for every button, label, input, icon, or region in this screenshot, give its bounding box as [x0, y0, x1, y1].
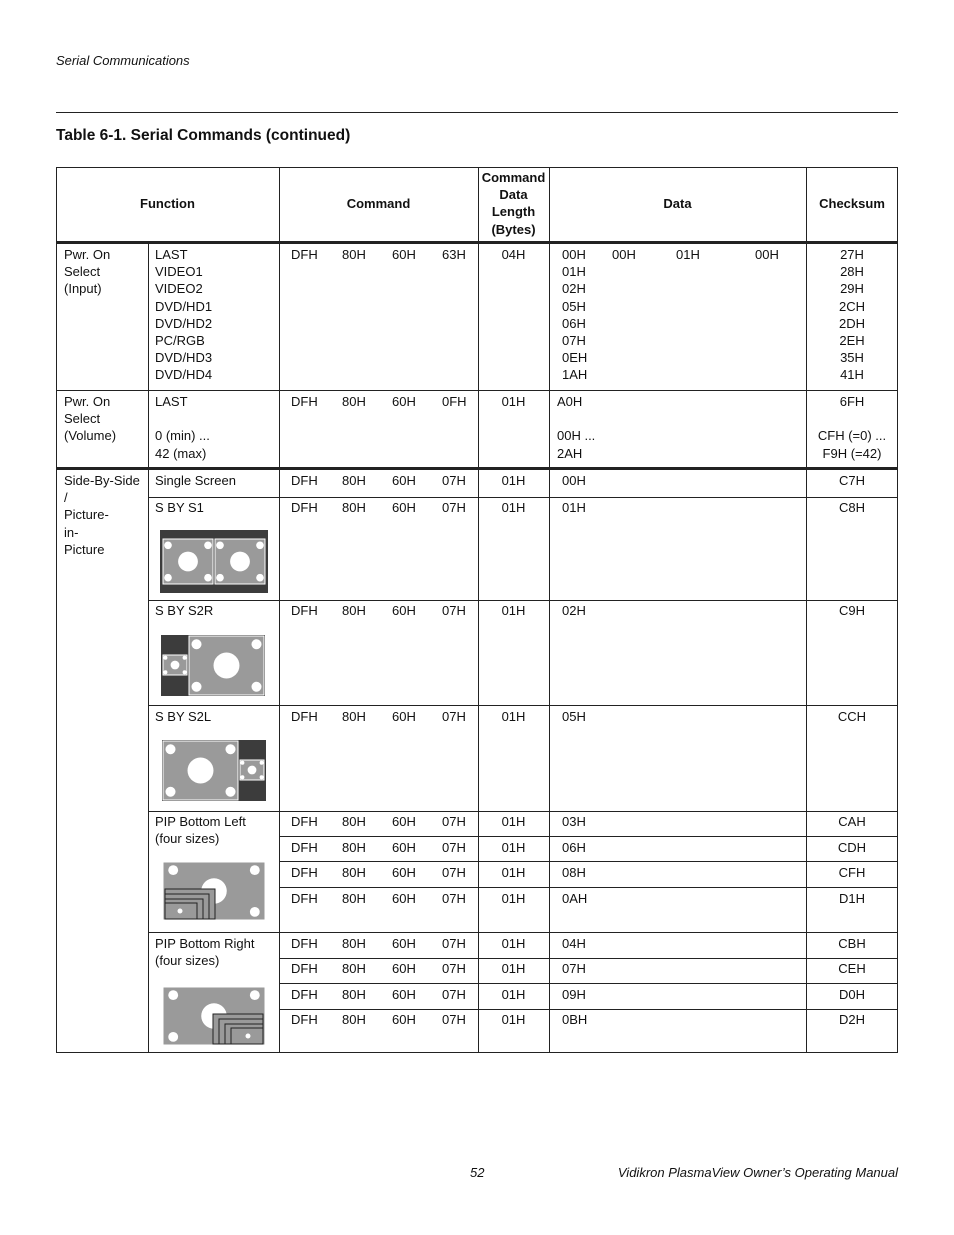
- command-byte: 07H: [442, 473, 466, 488]
- option-label: VIDEO1: [155, 264, 203, 280]
- checksum-value: D1H: [838, 891, 865, 906]
- checksum-value: CCH: [837, 709, 867, 724]
- data-value: 2AH: [557, 445, 583, 461]
- header-bottom-border: [56, 241, 898, 244]
- command-byte: 60H: [392, 891, 416, 906]
- length-value: 01H: [501, 840, 526, 855]
- checksum-value: 2CH: [838, 298, 865, 314]
- data-value: 05H: [562, 709, 586, 724]
- row-border: [148, 705, 898, 706]
- option-label: LAST: [155, 247, 188, 262]
- data-value: 09H: [562, 987, 586, 1002]
- data-value: 01H: [562, 500, 586, 515]
- command-byte: 07H: [442, 961, 466, 976]
- option-label: DVD/HD3: [155, 350, 213, 366]
- table-bottom-border: [56, 1052, 898, 1053]
- command-byte: 07H: [442, 814, 466, 829]
- option-label: S BY S2R: [155, 603, 214, 618]
- command-byte: DFH: [291, 603, 318, 618]
- command-byte: DFH: [291, 961, 318, 976]
- checksum-value: 2DH: [838, 315, 865, 331]
- length-value: 01H: [501, 603, 526, 618]
- option-label: 42 (max): [155, 445, 207, 461]
- length-value: 01H: [501, 394, 526, 409]
- data-value: 1AH: [562, 367, 588, 383]
- function-label: Select: [64, 411, 101, 427]
- checksum-value: 41H: [840, 367, 864, 383]
- function-label: Picture: [64, 541, 105, 557]
- page-number: 52: [470, 1165, 485, 1180]
- command-byte: 60H: [392, 473, 416, 488]
- pip-bottom-left-icon: [162, 861, 266, 921]
- command-byte: DFH: [291, 987, 318, 1002]
- table-top-border: [56, 167, 898, 168]
- header-rule: [56, 112, 898, 113]
- command-byte: DFH: [291, 709, 318, 724]
- command-byte: 60H: [392, 394, 416, 409]
- table-title: Table 6-1. Serial Commands (continued): [56, 127, 351, 144]
- header-function: Function: [140, 196, 195, 211]
- length-value: 01H: [501, 709, 526, 724]
- data-value: 03H: [562, 814, 586, 829]
- length-value: 01H: [501, 891, 526, 906]
- command-byte: DFH: [291, 814, 318, 829]
- function-label: Select: [64, 264, 101, 280]
- command-byte: 07H: [442, 865, 466, 880]
- data-value: 04H: [562, 936, 586, 951]
- length-value: 01H: [501, 814, 526, 829]
- command-byte: 07H: [442, 709, 466, 724]
- data-value: 02H: [562, 603, 586, 618]
- function-label: Pwr. On: [64, 394, 111, 409]
- row-border: [148, 600, 898, 601]
- col-border: [478, 167, 479, 1053]
- side-by-side-s2r-icon: [161, 635, 265, 696]
- header-command: Command: [346, 196, 411, 211]
- row-border: [148, 811, 898, 812]
- checksum-value: 35H: [840, 350, 864, 366]
- function-label: /: [64, 490, 68, 506]
- command-byte: 60H: [392, 709, 416, 724]
- data-value: 00H ...: [557, 428, 596, 444]
- command-byte: DFH: [291, 247, 318, 262]
- command-byte: 80H: [342, 709, 366, 724]
- checksum-value: D0H: [838, 987, 865, 1002]
- col-border: [279, 167, 280, 1053]
- data-value: 05H: [562, 298, 586, 314]
- checksum-value: CFH (=0) ...: [817, 428, 887, 444]
- command-byte: 60H: [392, 865, 416, 880]
- manual-title: Vidikron PlasmaView Owner’s Operating Manual: [617, 1165, 898, 1180]
- command-byte: 60H: [392, 961, 416, 976]
- checksum-value: C7H: [838, 473, 865, 488]
- command-byte: 60H: [392, 1012, 416, 1027]
- function-label: Pwr. On: [64, 247, 111, 262]
- option-label: S BY S1: [155, 500, 204, 515]
- data-value: 07H: [562, 333, 586, 348]
- header-cmd-length: Length: [491, 204, 536, 220]
- data-value: 0BH: [562, 1012, 588, 1027]
- checksum-value: 6FH: [839, 394, 865, 409]
- command-byte: DFH: [291, 394, 318, 409]
- row-border-thick: [56, 467, 898, 470]
- option-label: DVD/HD1: [155, 298, 213, 314]
- function-label: (Volume): [64, 428, 117, 444]
- length-value: 01H: [501, 865, 526, 880]
- function-label: (Input): [64, 281, 102, 297]
- data-value: 00H: [562, 247, 586, 262]
- command-byte: 80H: [342, 814, 366, 829]
- data-value: 07H: [562, 961, 586, 976]
- command-byte: DFH: [291, 1012, 318, 1027]
- row-border: [148, 932, 898, 933]
- command-byte: 80H: [342, 840, 366, 855]
- option-label: (four sizes): [155, 831, 220, 847]
- command-byte: 60H: [392, 603, 416, 618]
- checksum-value: CAH: [838, 814, 866, 829]
- option-label: LAST: [155, 394, 188, 409]
- command-byte: 07H: [442, 840, 466, 855]
- data-value: 0EH: [562, 350, 588, 366]
- command-byte: DFH: [291, 473, 318, 488]
- command-byte: 63H: [442, 247, 466, 262]
- command-byte: 80H: [342, 936, 366, 951]
- function-label: in-: [64, 524, 79, 540]
- checksum-value: F9H (=42): [822, 445, 882, 461]
- header-checksum: Checksum: [819, 196, 885, 211]
- data-value: 01H: [676, 247, 700, 262]
- length-value: 04H: [501, 247, 526, 262]
- command-byte: 80H: [342, 987, 366, 1002]
- col-border: [806, 167, 807, 1053]
- length-value: 01H: [501, 473, 526, 488]
- option-label: PIP Bottom Left: [155, 814, 246, 829]
- command-byte: 60H: [392, 500, 416, 515]
- length-value: 01H: [501, 936, 526, 951]
- command-byte: 80H: [342, 500, 366, 515]
- option-label: S BY S2L: [155, 709, 212, 724]
- command-byte: DFH: [291, 840, 318, 855]
- data-value: 00H: [612, 247, 636, 262]
- col-border: [56, 167, 57, 1053]
- command-byte: DFH: [291, 936, 318, 951]
- data-value: A0H: [557, 394, 583, 409]
- command-byte: DFH: [291, 500, 318, 515]
- length-value: 01H: [501, 987, 526, 1002]
- side-by-side-s2l-icon: [162, 740, 266, 801]
- command-byte: 0FH: [442, 394, 467, 409]
- command-byte: 80H: [342, 247, 366, 262]
- command-byte: 60H: [392, 247, 416, 262]
- option-label: PIP Bottom Right: [155, 936, 255, 951]
- row-border: [148, 497, 898, 498]
- command-byte: 60H: [392, 840, 416, 855]
- option-label: 0 (min) ...: [155, 428, 210, 444]
- data-value: 06H: [562, 840, 586, 855]
- data-value: 00H: [755, 247, 779, 262]
- length-value: 01H: [501, 500, 526, 515]
- command-byte: 80H: [342, 473, 366, 488]
- checksum-value: CEH: [838, 961, 866, 976]
- length-value: 01H: [501, 961, 526, 976]
- header-cmd-length: Command: [481, 170, 546, 185]
- option-label: Single Screen: [155, 473, 236, 488]
- checksum-value: CDH: [837, 840, 867, 855]
- function-label: Side-By-Side: [64, 473, 140, 488]
- checksum-value: 2EH: [839, 333, 865, 348]
- option-label: VIDEO2: [155, 281, 203, 297]
- checksum-value: D2H: [838, 1012, 865, 1027]
- data-value: 01H: [562, 264, 586, 280]
- command-byte: 80H: [342, 961, 366, 976]
- col-border: [897, 167, 898, 1053]
- header-cmd-length: (Bytes): [491, 221, 536, 237]
- data-value: 06H: [562, 315, 586, 331]
- command-byte: 07H: [442, 891, 466, 906]
- command-byte: 80H: [342, 1012, 366, 1027]
- checksum-value: C9H: [838, 603, 865, 618]
- header-cmd-length: Data: [499, 187, 528, 203]
- command-byte: 80H: [342, 603, 366, 618]
- command-byte: 60H: [392, 936, 416, 951]
- option-label: DVD/HD4: [155, 367, 213, 383]
- option-label: DVD/HD2: [155, 315, 213, 331]
- col-border: [549, 167, 550, 1053]
- side-by-side-s1-icon: [160, 530, 268, 593]
- data-value: 02H: [562, 281, 586, 297]
- checksum-value: 29H: [840, 281, 864, 297]
- data-value: 08H: [562, 865, 586, 880]
- command-byte: 60H: [392, 987, 416, 1002]
- command-byte: 07H: [442, 936, 466, 951]
- checksum-value: C8H: [838, 500, 865, 515]
- length-value: 01H: [501, 1012, 526, 1027]
- command-byte: 07H: [442, 1012, 466, 1027]
- row-border: [56, 390, 898, 391]
- col-border: [148, 243, 149, 1053]
- function-label: Picture-: [64, 507, 109, 523]
- command-byte: 80H: [342, 865, 366, 880]
- command-byte: 80H: [342, 394, 366, 409]
- pip-bottom-right-icon: [162, 986, 266, 1046]
- checksum-value: 28H: [840, 264, 864, 280]
- command-byte: 07H: [442, 603, 466, 618]
- command-byte: DFH: [291, 891, 318, 906]
- command-byte: 80H: [342, 891, 366, 906]
- data-value: 00H: [562, 473, 586, 488]
- command-byte: DFH: [291, 865, 318, 880]
- checksum-value: 27H: [840, 247, 864, 262]
- option-label: (four sizes): [155, 953, 220, 969]
- command-byte: 07H: [442, 987, 466, 1002]
- header-data: Data: [663, 196, 692, 211]
- running-header: Serial Communications: [56, 53, 190, 68]
- data-value: 0AH: [562, 891, 588, 906]
- checksum-value: CBH: [838, 936, 866, 951]
- command-byte: 07H: [442, 500, 466, 515]
- command-byte: 60H: [392, 814, 416, 829]
- checksum-value: CFH: [838, 865, 866, 880]
- option-label: PC/RGB: [155, 333, 205, 348]
